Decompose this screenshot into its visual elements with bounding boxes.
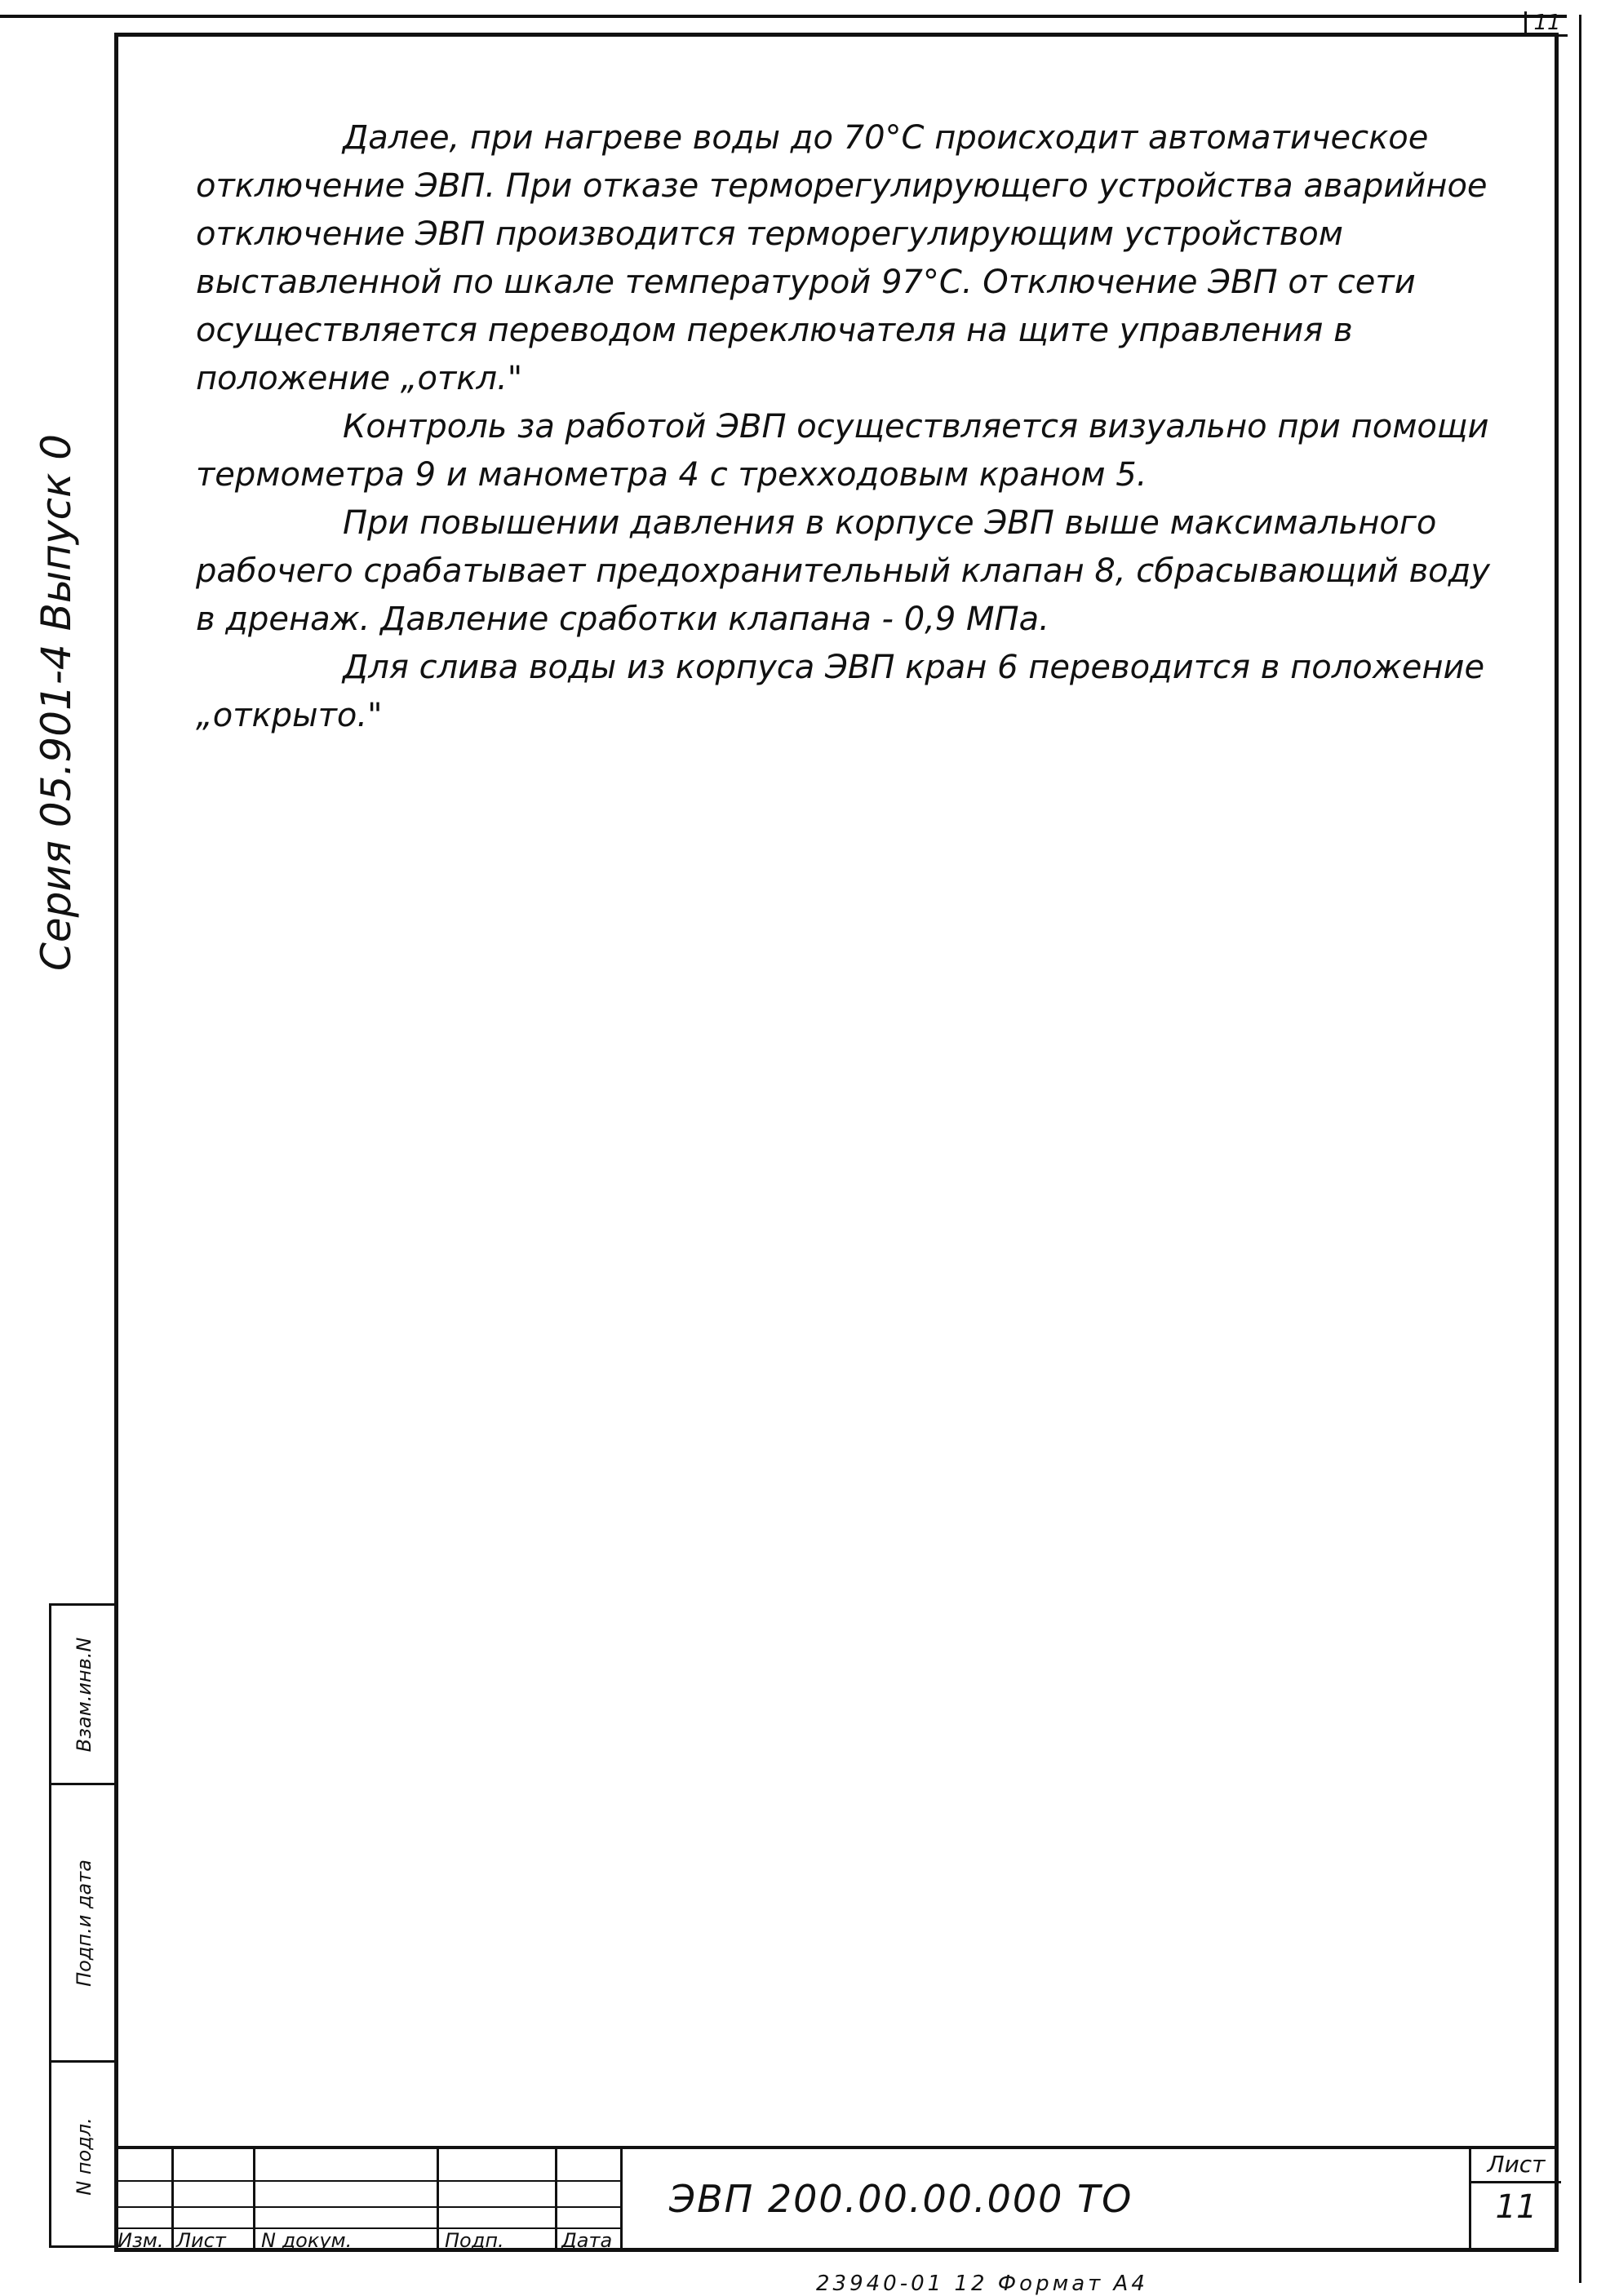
paragraph: При повышении давления в корпусе ЭВП выше максимального рабочего срабатывает предохранительный клапан 8, сбрасывающий воду в дренаж. Давление сработки клапана - 0,9 МПа.: [196, 504, 1490, 638]
stamp-cell-original: [51, 2063, 117, 2250]
paragraph: Для слива воды из корпуса ЭВП кран 6 переводится в положение „открыто.": [196, 649, 1485, 734]
stamp-cell-label: Взам.инв.N: [73, 1637, 95, 1752]
stamp-column: [49, 1603, 114, 2248]
tb-label-date: Дата: [561, 2229, 613, 2252]
tb-label-signature: Подп.: [445, 2229, 504, 2252]
sheet-box: [1469, 2146, 1559, 2252]
sheet-label: Лист: [1471, 2146, 1561, 2183]
stamp-cell-label: Подп.и дата: [73, 1859, 95, 1987]
outer-right-line: [1579, 15, 1581, 2283]
tb-label-change: Изм.: [118, 2229, 164, 2252]
tb-label-sheet: Лист: [176, 2229, 226, 2252]
outer-top-line: [0, 15, 1567, 18]
paragraph: Контроль за работой ЭВП осуществляется визуально при помощи термометра 9 и манометра 4 с трехходовым краном 5.: [196, 408, 1489, 494]
stamp-cell-replacement: [51, 1606, 117, 1785]
tb-row-line: [114, 2206, 620, 2208]
paragraph: Далее, при нагреве воды до 70°С происходит автоматическое отключение ЭВП. При отказе терморегулирующего устройства аварийное отключение ЭВП производится терморегулирующим устройством выставленной по шкале температурой 97°С. Отключение ЭВП от сети осуществляется переводом переключателя на щите управления в положение „откл.": [196, 119, 1488, 397]
sheet-number: 11: [1495, 2188, 1537, 2226]
document-designation: ЭВП 200.00.00.000 ТО: [669, 2177, 1133, 2221]
series-label-text: Серия 05.901-4 Выпуск 0: [33, 433, 80, 971]
tb-row-line: [114, 2180, 620, 2182]
tb-label-doc-number: N докум.: [261, 2229, 353, 2252]
stamp-cell-signature-date: [51, 1785, 117, 2063]
document-body: [196, 114, 1518, 740]
footer-format-text: 23940-01 12 Формат А4: [816, 2272, 1148, 2296]
stamp-cell-label: N подл.: [73, 2117, 95, 2196]
top-page-number: 11: [1524, 11, 1568, 37]
